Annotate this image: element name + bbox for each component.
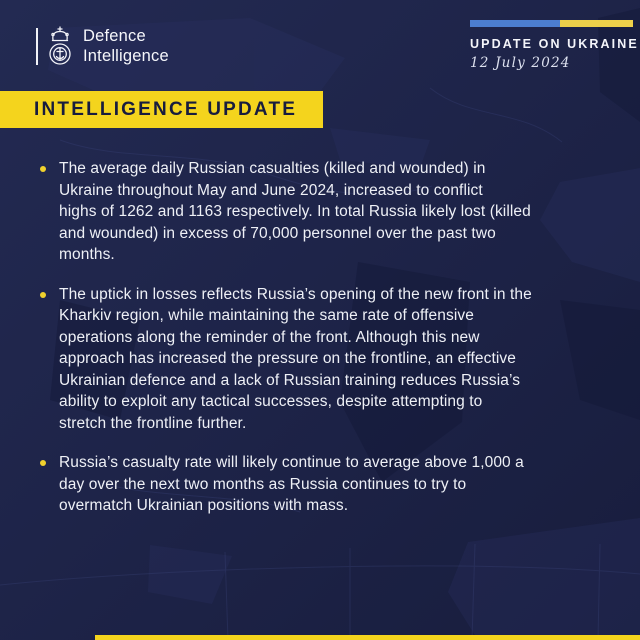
update-date: 12 July 2024 (470, 55, 571, 71)
bullet-text: The average daily Russian casualties (killed and wounded) in Ukraine throughout May and June 2024, increased to conflict highs of 1262 and 1163 respectively. In total Russia likely lost (killed and wounded) in excess of 70,000 personnel over the past two months. (59, 160, 531, 263)
bullet-dot-icon (40, 166, 46, 172)
bullet-dot-icon (40, 460, 46, 466)
update-header (470, 20, 639, 71)
di-crest-icon (45, 26, 75, 68)
footer-accent-bar (95, 635, 640, 640)
flag-yellow-segment (560, 20, 633, 27)
banner-title: INTELLIGENCE UPDATE (34, 98, 298, 120)
defence-intelligence-logo (36, 26, 169, 68)
logo-wordmark (83, 27, 169, 66)
bullet-dot-icon (40, 292, 46, 298)
ukraine-flag-bar-icon (470, 20, 633, 27)
intelligence-update-banner (0, 91, 323, 128)
flag-blue-segment (470, 20, 560, 27)
bullet-item (40, 158, 614, 266)
bullet-item (40, 284, 614, 435)
logo-line-intelligence: Intelligence (83, 46, 169, 65)
logo-line-defence: Defence (83, 27, 146, 45)
logo-divider-line (36, 28, 38, 65)
bullet-text: The uptick in losses reflects Russia’s opening of the new front in the Kharkiv region, while maintaining the same rate of offensive operations along the reminder of the front. Although this new approach has increased the pressure on the frontline, an effective Ukrainian defence and a lack of Russian training reduces Russia’s ability to exploit any tactical successes, despite attempting to stretch the frontline further. (59, 285, 532, 432)
bullet-item (40, 452, 614, 517)
bullet-text: Russia’s casualty rate will likely continue to average above 1,000 a day over the next two months as Russia continues to try to overmatch Ukrainian positions with mass. (59, 454, 524, 514)
bullet-list (40, 158, 614, 535)
update-on-ukraine-label: UPDATE ON UKRAINE (470, 37, 639, 51)
